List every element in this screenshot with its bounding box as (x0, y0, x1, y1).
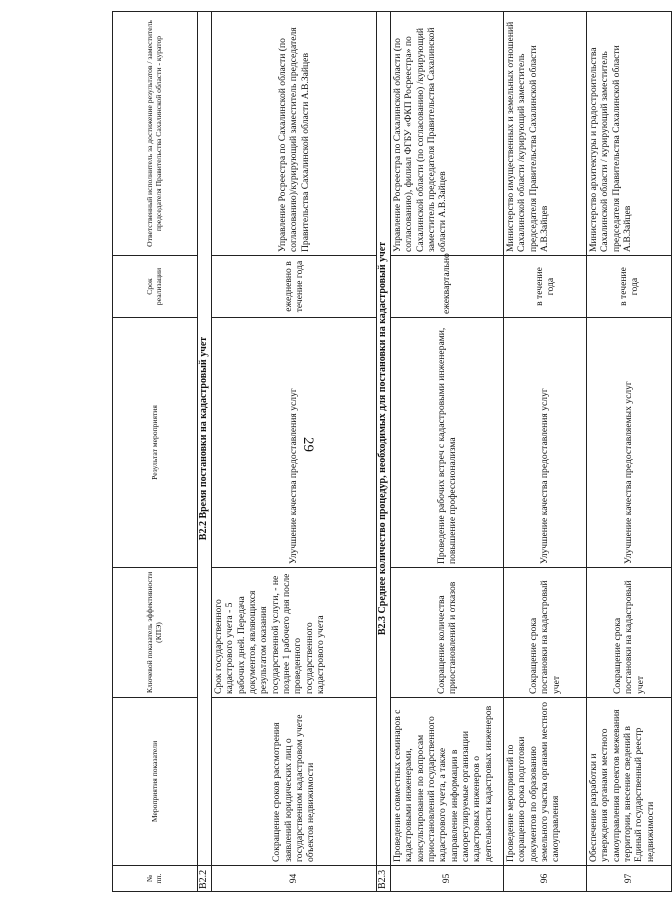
section-row (377, 12, 391, 892)
row-number: 96 (504, 866, 587, 892)
col-num-header: № пп. (113, 866, 198, 892)
rotated-table-wrapper (112, 12, 656, 892)
responsible-cell: Управление Росреестра по Сахалинской области (по согласованию)/курирующий заместитель председателя Правительства Сахалинской области А.В.Зайцев (212, 12, 377, 256)
measure-cell: Проведение мероприятий по сокращению срока подготовки документов по образованию земельного участка органами местного самоуправления (504, 698, 587, 866)
row-number: 95 (391, 866, 504, 892)
section-row (198, 12, 212, 892)
table-row (212, 12, 377, 892)
term-cell: в течение года (504, 256, 587, 318)
kpi-cell: Сокращение срока постановки на кадастровый учет (587, 568, 672, 698)
measures-table (112, 11, 672, 892)
responsible-cell: Управление Росреестра по Сахалинской области (по согласованию), филиал ФГБУ «ФКП Росреестра» по Сахалинской области (по согласованию) /курирующий заместитель председателя Правительства Сахалинской области А.В.Зайцев (391, 12, 504, 256)
row-number: 94 (212, 866, 377, 892)
result-cell: Проведение рабочих встреч с кадастровыми инженерами, повышение профессионализма (391, 318, 504, 568)
table-row (391, 12, 504, 892)
measure-cell: Проведение совместных семинаров с кадастровыми инженерами, консультирование по вопросам приостановлений государственного кадастрового учета, а также направление информации в саморегулируемые организации кадастровых инженеров о деятельности кадастровых инженеров (391, 698, 504, 866)
table-row (587, 12, 672, 892)
measure-cell: Сокращение сроков рассмотрения заявлений юридических лиц о государственном кадастровом учете объектов недвижимости (212, 698, 377, 866)
col-measure-header: Мероприятия показатели (113, 698, 198, 866)
page-number: 29 (300, 437, 316, 452)
responsible-cell: Министерство архитектуры и градостроительства Сахалинской области / курирующий заместитель председателя Правительства Сахалинской области А.В.Зайцев (587, 12, 672, 256)
kpi-cell: Сокращение срока постановки на кадастровый учет (504, 568, 587, 698)
term-cell: ежедневно в течение года (212, 256, 377, 318)
section-code: В2.3 (377, 866, 391, 892)
measure-cell: Обеспечение разработки и утверждения органами местного самоуправления проектов межевания территории, внесение сведений в Единый государственный реестр недвижимости (587, 698, 672, 866)
term-cell: ежеквартально (391, 256, 504, 318)
result-cell: Улучшение качества предоставления услуг (212, 318, 377, 568)
term-cell: в течение года (587, 256, 672, 318)
kpi-cell: Срок государственного кадастрового учета - 5 рабочих дней. Передача документов, являющихся результатом оказания государственной услуги, - не позднее 1 рабочего дня после проведенного государственного кадастрового учета (212, 568, 377, 698)
result-cell: Улучшение качества предоставления услуг (504, 318, 587, 568)
responsible-cell: Министерство имущественных и земельных отношений Сахалинской области /курирующий заместитель председателя Правительства Сахалинской области А.В.Зайцев (504, 12, 587, 256)
row-number: 97 (587, 866, 672, 892)
kpi-cell: Сокращение количества приостановлений и отказов (391, 568, 504, 698)
header-row (113, 12, 198, 892)
section-code: В2.2 (198, 866, 212, 892)
col-kpi-header: Ключевой показатель эффективности (КПЭ) (113, 568, 198, 698)
section-title: В2.2 Время постановки на кадастровый учет (198, 12, 212, 866)
result-cell: Улучшение качества предоставляемых услуг (587, 318, 672, 568)
table-row (504, 12, 587, 892)
col-term-header: Срок реализации (113, 256, 198, 318)
col-resp-header: Ответственный исполнитель за достижение результатов / заместитель председателя Правительства Сахалинской области - куратор (113, 12, 198, 256)
col-result-header: Результат мероприятия (113, 318, 198, 568)
section-title: В2.3 Среднее количество процедур, необходимых для постановки на кадастровый учет (377, 12, 391, 866)
